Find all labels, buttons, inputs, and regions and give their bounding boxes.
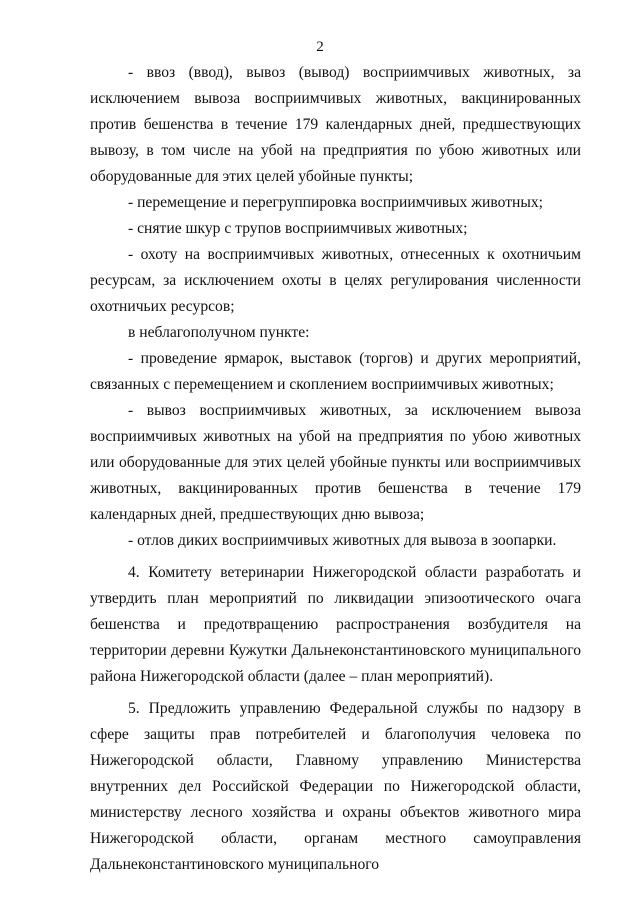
paragraph-skinning: - снятие шкур с трупов восприимчивых животных; bbox=[128, 220, 468, 237]
paragraph-unfavorable-point: в неблагополучном пункте: bbox=[128, 324, 310, 341]
paragraph-movement: - перемещение и перегруппировка восприимчивых животных; bbox=[128, 194, 543, 211]
paragraph-import-export: - ввоз (ввод), вывоз (вывод) восприимчивых животных, за исключением вывоза восприимчивых животных, вакцинированных против бешенства в течение 179 календарных дней, предшествующих вывозу, в том числе на убой на предприятия по убою животных или оборудованные для этих целей убойные пункты; bbox=[90, 64, 581, 185]
document-body bbox=[90, 60, 581, 878]
paragraph-hunting: - охоту на восприимчивых животных, отнесенных к охотничьим ресурсам, за исключением охоты в целях регулирования численности охотничьих ресурсов; bbox=[90, 246, 581, 315]
paragraph-export-animals: - вывоз восприимчивых животных, за исключением вывоза восприимчивых животных на убой на предприятия по убою животных или оборудованные для этих целей убойные пункты или восприимчивых животных, вакцинированных против бешенства в течение 179 календарных дней, предшествующих дню вывоза; bbox=[90, 402, 581, 523]
paragraph-wild-capture: - отлов диких восприимчивых животных для вывоза в зоопарки. bbox=[128, 532, 557, 549]
paragraph-item-5: 5. Предложить управлению Федеральной службы по надзору в сфере защиты прав потребителей и благополучия человека по Нижегородской области, Главному управлению Министерства внутренних дел Российской Федерации по Нижегородской области, министерству лесного хозяйства и охраны объектов животного мира Нижегородской области, органам местного самоуправления Дальнеконстантиновского муниципального bbox=[90, 700, 581, 873]
page-number: 2 bbox=[316, 39, 324, 55]
paragraph-item-4: 4. Комитету ветеринарии Нижегородской области разработать и утвердить план мероприятий по ликвидации эпизоотического очага бешенства и предотвращению распространения возбудителя на территории деревни Кужутки Дальнеконстантиновского муниципального района Нижегородской области (далее – план мероприятий). bbox=[90, 564, 581, 685]
paragraph-fairs: - проведение ярмарок, выставок (торгов) и других мероприятий, связанных с перемещением и скоплением восприимчивых животных; bbox=[90, 350, 581, 393]
